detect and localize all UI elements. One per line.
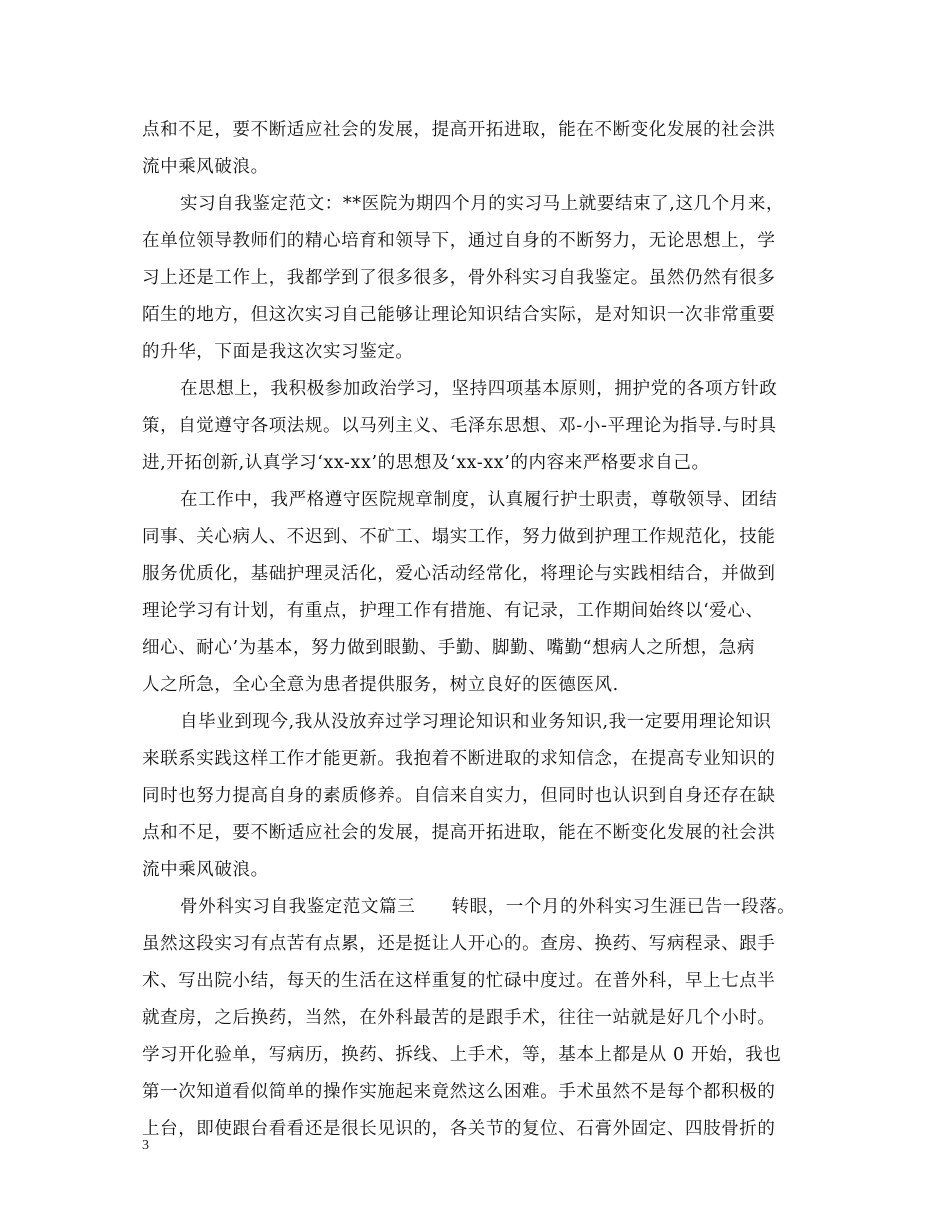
text-line: 同时也努力提高自身的素质修养。自信来自实力，但同时也认识到自身还存在缺: [142, 786, 776, 806]
text-line: 虽然这段实习有点苦有点累，还是挺让人开心的。查房、换药、写病程录、跟手: [142, 934, 776, 954]
text-line: 就查房，之后换药，当然，在外科最苦的是跟手术，往往一站就是好几个小时。: [142, 1008, 776, 1028]
paragraph-start: 在思想上，我积极参加政治学习，坚持四项基本原则，拥护党的各项方针政: [180, 379, 778, 399]
text-line: 同事、关心病人、不迟到、不矿工、塌实工作，努力做到护理工作规范化，技能: [142, 527, 776, 547]
text-line: 陌生的地方，但这次实习自己能够让理论知识结合实际，是对知识一次非常重要: [142, 305, 776, 325]
text-line: 服务优质化，基础护理灵活化，爱心活动经常化，将理论与实践相结合，并做到: [142, 564, 776, 584]
text-line: 上台，即使跟台看看还是很长见识的，各关节的复位、石膏外固定、四肢骨折的: [142, 1119, 776, 1139]
text-line: 第一次知道看似简单的操作实施起来竟然这么困难。手术虽然不是每个都积极的: [142, 1082, 776, 1102]
text-line: 策，自觉遵守各项法规。以马列主义、毛泽东思想、邓-小-平理论为指导.与时具: [142, 416, 777, 436]
text-line: 进,开拓创新,认真学习‘xx-xx’的思想及‘xx-xx’的内容来严格要求自己。: [142, 453, 710, 473]
text-line: 细心、耐心’为基本，努力做到眼勤、手勤、脚勤、嘴勤“想病人之所想，急病: [142, 638, 756, 658]
text-line: 点和不足，要不断适应社会的发展，提高开拓进取，能在不断变化发展的社会洪: [142, 120, 776, 140]
text-line: 术、写出院小结，每天的生活在这样重复的忙碌中度过。在普外科，早上七点半: [142, 971, 776, 991]
paragraph-start: 实习自我鉴定范文：**医院为期四个月的实习马上就要结束了,这几个月来，: [180, 194, 785, 214]
text-line: 理论学习有计划，有重点，护理工作有措施、有记录，工作期间始终以‘爱心、: [142, 601, 764, 621]
text-line: 流中乘风破浪。: [142, 157, 269, 177]
paragraph-start: 自毕业到现今,我从没放弃过学习理论知识和业务知识,我一定要用理论知识: [180, 712, 772, 732]
text-line: 点和不足，要不断适应社会的发展，提高开拓进取，能在不断变化发展的社会洪: [142, 823, 776, 843]
page-number: 3: [142, 1138, 149, 1153]
text-line: 的升华，下面是我这次实习鉴定。: [142, 342, 414, 362]
text-line: 人之所急，全心全意为患者提供服务，树立良好的医德医风.: [142, 675, 619, 695]
paragraph-start: 在工作中，我严格遵守医院规章制度，认真履行护士职责，尊敬领导、团结: [180, 490, 778, 510]
paragraph-start: 骨外科实习自我鉴定范文篇三 转眼，一个月的外科实习生涯已告一段落。: [180, 897, 796, 917]
text-line: 习上还是工作上，我都学到了很多很多，骨外科实习自我鉴定。虽然仍然有很多: [142, 268, 776, 288]
text-line: 流中乘风破浪。: [142, 860, 269, 880]
text-line: 来联系实践这样工作才能更新。我抱着不断进取的求知信念，在提高专业知识的: [142, 749, 776, 769]
text-line: 在单位领导教师们的精心培育和领导下，通过自身的不断努力，无论思想上，学: [142, 231, 776, 251]
text-line: 学习开化验单，写病历，换药、拆线、上手术，等，基本上都是从 0 开始，我也: [142, 1045, 782, 1065]
